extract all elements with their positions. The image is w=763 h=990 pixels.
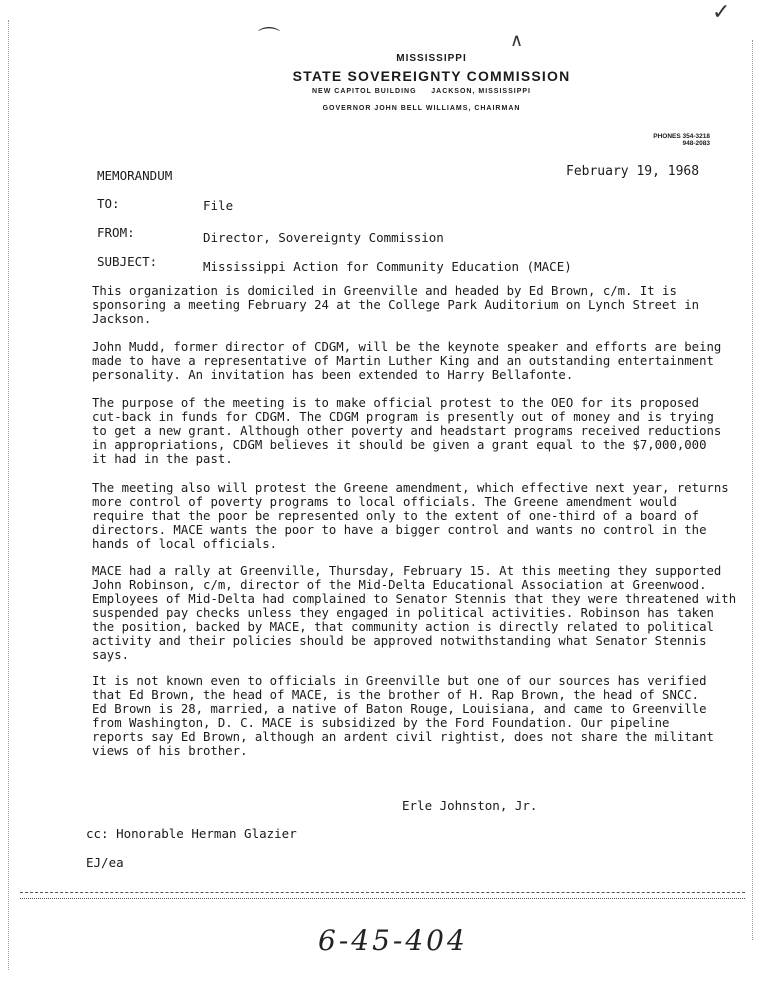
memo-date: February 19, 1968 [566,164,700,179]
scan-mark-caret: ∧ [510,30,524,51]
paragraph-5 [92,564,737,662]
paragraph-line: MACE had a rally at Greenville, Thursday, February 15. At this meeting they supported [92,564,722,578]
paragraph-line: suspended pay checks unless they engaged in political activities. Robinson has taken [92,606,714,620]
letterhead-address: NEW CAPITOL BUILDING JACKSON, MISSISSIPPI [312,88,531,95]
paragraph-line: hands of local officials. [92,537,278,551]
paragraph-line: from Washington, D. C. MACE is subsidized by the Ford Foundation. Our pipeline [92,716,670,730]
scan-edge-right [752,40,754,940]
from-label: FROM: [97,225,135,240]
signature: Erle Johnston, Jr. [402,798,538,813]
paragraph-line: activity and their policies should be approved notwithstanding what Senator Stennis [92,634,707,648]
paragraph-line: Ed Brown is 28, married, a native of Baton Rouge, Louisiana, and came to Greenville [92,702,707,716]
paragraph-line: views of his brother. [92,744,248,758]
letterhead-chairman: GOVERNOR JOHN BELL WILLIAMS, CHAIRMAN [322,105,521,112]
paragraph-line: John Mudd, former director of CDGM, will be the keynote speaker and efforts are being [92,340,722,354]
paragraph-4 [92,481,729,551]
cc-line: cc: Honorable Herman Glazier [86,826,297,841]
paragraph-line: The meeting also will protest the Greene amendment, which effective next year, returns [92,481,729,495]
paragraph-line: the position, backed by MACE, that community action is directly related to political [92,620,714,634]
handwritten-file-number: 6-45-404 [318,924,468,957]
paragraph-2 [92,340,722,382]
paragraph-line: This organization is domiciled in Greenville and headed by Ed Brown, c/m. It is [92,284,677,298]
paragraph-line: in appropriations, CDGM believes it should be given a grant equal to the $7,000,000 [92,438,707,452]
paragraph-line: personality. An invitation has been extended to Harry Bellafonte. [92,368,574,382]
phones-line-2: 948-2083 [682,140,710,147]
paragraph-line: Employees of Mid-Delta had complained to Senator Stennis that they were threatened with [92,592,737,606]
to-label: TO: [97,196,120,211]
paragraph-line: sponsoring a meeting February 24 at the College Park Auditorium on Lynch Street in [92,298,700,312]
paragraph-line: it had in the past. [92,452,233,466]
paragraph-line: require that the poor be represented only to the extent of one-third of a board of [92,509,700,523]
paragraph-line: to get a new grant. Although other poverty and headstart programs received reductions [92,424,722,438]
phones-line-1: PHONES 354-3218 [653,133,710,140]
bottom-rule-1 [20,892,745,893]
paragraph-line: The purpose of the meeting is to make official protest to the OEO for its proposed [92,396,700,410]
scan-edge-left [8,20,10,970]
paragraph-line: cut-back in funds for CDGM. The CDGM program is presently out of money and is trying [92,410,714,424]
letterhead-phones [622,133,710,147]
paragraph-line: more control of poverty programs to local officials. The Greene amendment would [92,495,677,509]
subject-label: SUBJECT: [97,254,158,269]
paragraph-line: that Ed Brown, the head of MACE, is the brother of H. Rap Brown, the head of SNCC. [92,688,700,702]
memo-type: MEMORANDUM [97,168,173,183]
bottom-rule-2 [20,898,745,899]
subject-value: Mississippi Action for Community Education (MACE) [203,259,572,274]
paragraph-line: reports say Ed Brown, although an ardent civil rightist, does not share the militant [92,730,714,744]
paragraph-line: Jackson. [92,312,152,326]
to-value: File [203,198,234,213]
paragraph-line: says. [92,648,130,662]
from-value: Director, Sovereignty Commission [203,230,444,245]
paragraph-line: directors. MACE wants the poor to have a bigger control and wants no control in the [92,523,707,537]
paragraph-line: made to have a representative of Martin Luther King and an outstanding entertainment [92,354,714,368]
paragraph-6 [92,674,712,758]
scan-mark-arc: ⌒ [258,27,281,52]
letterhead-agency: STATE SOVEREIGNTY COMMISSION [292,68,571,84]
letterhead-state: MISSISSIPPI [396,53,467,64]
paragraph-line: It is not known even to officials in Greenville but one of our sources has verified [92,674,707,688]
paragraph-1 [92,284,712,326]
scan-mark-corner: ✓ [712,0,731,25]
typist-initials: EJ/ea [86,855,124,870]
paragraph-3 [92,396,722,466]
paragraph-line: John Robinson, c/m, director of the Mid-Delta Educational Association at Greenwood. [92,578,707,592]
